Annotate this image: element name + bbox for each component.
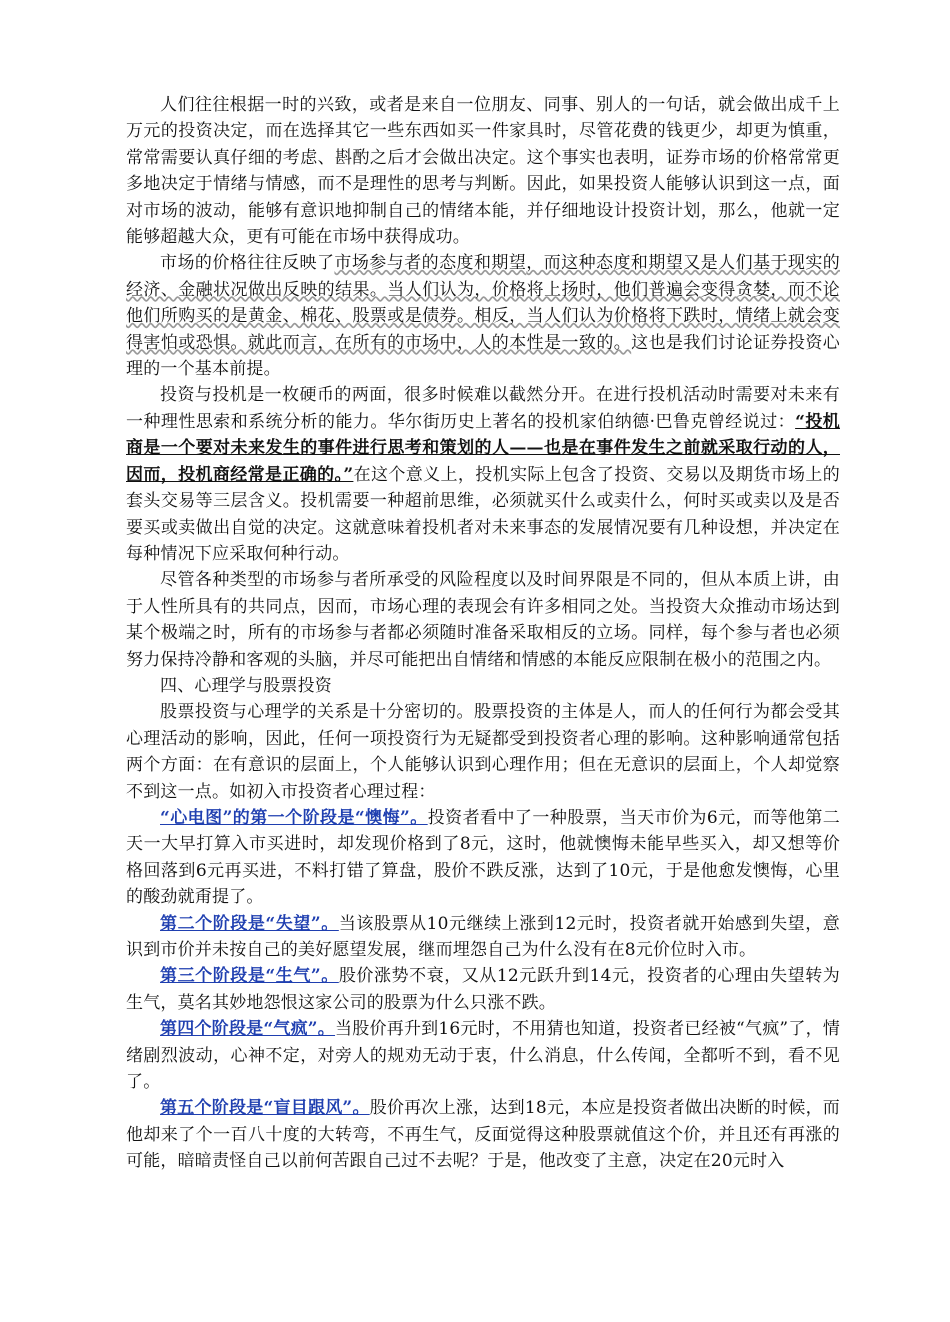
stage-2-paragraph	[126, 911, 840, 964]
stage-1-text: 投资者看中了一种股票，当天市价为6元，而等他第二天一大早打算入市买进时，却发现价格到了8元，这时，他就懊悔未能早些买入，却又想等价格回落到6元再买进，不料打错了算盘，股价不跌反涨，达到了10元，于是他愈发懊悔，心里的酸劲就甭提了。	[126, 807, 840, 908]
stage-4-paragraph	[126, 1016, 840, 1095]
paragraph-psychology: 股票投资与心理学的关系是十分密切的。股票投资的主体是人，而人的任何行为都会受其心理活动的影响，因此，任何一项投资行为无疑都受到投资者心理的影响。这种影响通常包括两个方面：在有意识的层面上，个人能够认识到心理作用；但在无意识的层面上，个人却觉察不到这一点。如初入市投资者心理过程：	[126, 702, 840, 802]
stage-4-text: 当股价再升到16元时，不用猜也知道，投资者已经被“气疯”了，情绪剧烈波动，心神不定，对旁人的规劝无动于衷，什么消息，什么传闻，全都听不到，看不见了。	[126, 1019, 840, 1093]
stage-3-text: 股价涨势不衰，又从12元跃升到14元，投资者的心理由失望转为生气，莫名其妙地怨恨这家公司的股票为什么只涨不跌。	[126, 966, 841, 1013]
document-body	[126, 92, 840, 1175]
stage-3-label[interactable]: 第三个阶段是“生气”。	[160, 966, 339, 987]
section-heading: 四、心理学与股票投资	[160, 675, 332, 696]
paragraph-speculation	[126, 382, 840, 567]
paragraph-text: 在这个意义上，投机实际上包含了投资、交易以及期货市场上的套头交易等三层含义。投机需要一种超前思维，必须就买什么或卖什么，何时买或卖以及是否要买或卖做出自觉的决定。这就意味着投机者对未来事态的发展情况要有几种设想，并决定在每种情况下应采取何种行动。	[126, 464, 840, 564]
stage-4-label[interactable]: 第四个阶段是“气疯”。	[160, 1019, 336, 1040]
stage-2-label[interactable]: 第二个阶段是“失望”。	[160, 913, 339, 934]
stage-5-paragraph	[126, 1095, 840, 1174]
stage-1-label[interactable]: “心电图”的第一个阶段是“懊悔”。	[160, 807, 428, 828]
paragraph-text: 这也是我们讨论证券投资心理的一个基本前提。	[126, 332, 840, 380]
stage-3-paragraph	[126, 963, 840, 1016]
paragraph-text: 投资与投机是一枚硬币的两面，很多时候难以截然分开。在进行投机活动时需要对未来有一种理性思索和系统分析的能力。华尔街历史上著名的投机家伯纳德·巴鲁克曾经说过：	[126, 385, 840, 432]
paragraph-risk: 尽管各种类型的市场参与者所承受的风险程度以及时间界限是不同的，但从本质上讲，由于人性所具有的共同点，因而，市场心理的表现会有许多相同之处。当投资大众推动市场达到某个极端之时，所有的市场参与者都必须随时准备采取相反的立场。同样，每个参与者也必须努力保持冷静和客观的头脑，并尽可能把出自情绪和情感的本能反应限制在极小的范围之内。	[126, 570, 840, 670]
paragraph-market-price	[126, 250, 840, 382]
paragraph-impulse-decisions: 人们往往根据一时的兴致，或者是来自一位朋友、同事、别人的一句话，就会做出成千上万元的投资决定，而在选择其它一些东西如买一件家具时，尽管花费的钱更少，却更为慎重，常常需要认真仔细的考虑、斟酌之后才会做出决定。这个事实也表明，证券市场的价格常常更多地决定于情绪与情感，而不是理性的思考与判断。因此，如果投资人能够认识到这一点，面对市场的波动，能够有意识地抑制自己的情绪本能，并仔细地设计投资计划，那么，他就一定能够超越大众，更有可能在市场中获得成功。	[126, 95, 840, 248]
highlighted-phrase: ，而这种态度和期望又是人们基于现实的经济、金融状况做出反映的结果。当人们认为，价格将上扬时，他们普遍会变得贪婪，而不论他们所购买的是黄金、棉花、股票或是债券。相反，当人们认为价格将下跌时，情绪上就会变得害怕或恐惧。就此而言，在所有的市场中，人的本性是一致的。	[126, 253, 840, 353]
stage-5-label[interactable]: 第五个阶段是“盲目跟风”。	[160, 1098, 370, 1119]
stage-1-paragraph	[126, 805, 840, 911]
stage-5-text: 股价再次上涨，达到18元，本应是投资者做出决断的时候，而他却来了个一百八十度的大转弯，不再生气，反面觉得这种股票就值这个价，并且还有再涨的可能，暗暗责怪自己以前何苦跟自己过不去呢？于是，他改变了主意，决定在20元时入	[126, 1098, 841, 1172]
paragraph-text: 市场的价格往往反映了	[160, 253, 335, 274]
stage-2-text: 当该股票从10元继续上涨到12元时，投资者就开始感到失望，意识到市价并未按自己的美好愿望发展，继而埋怨自己为什么没有在8元价位时入市。	[126, 913, 841, 960]
baruch-quote: “投机商是一个要对未来发生的事件进行思考和策划的人——也是在事件发生之前就采取行动的人，因而，投机商经常是正确的。”	[126, 411, 840, 485]
highlighted-phrase: 市场参与者的态度和期望	[334, 253, 527, 274]
